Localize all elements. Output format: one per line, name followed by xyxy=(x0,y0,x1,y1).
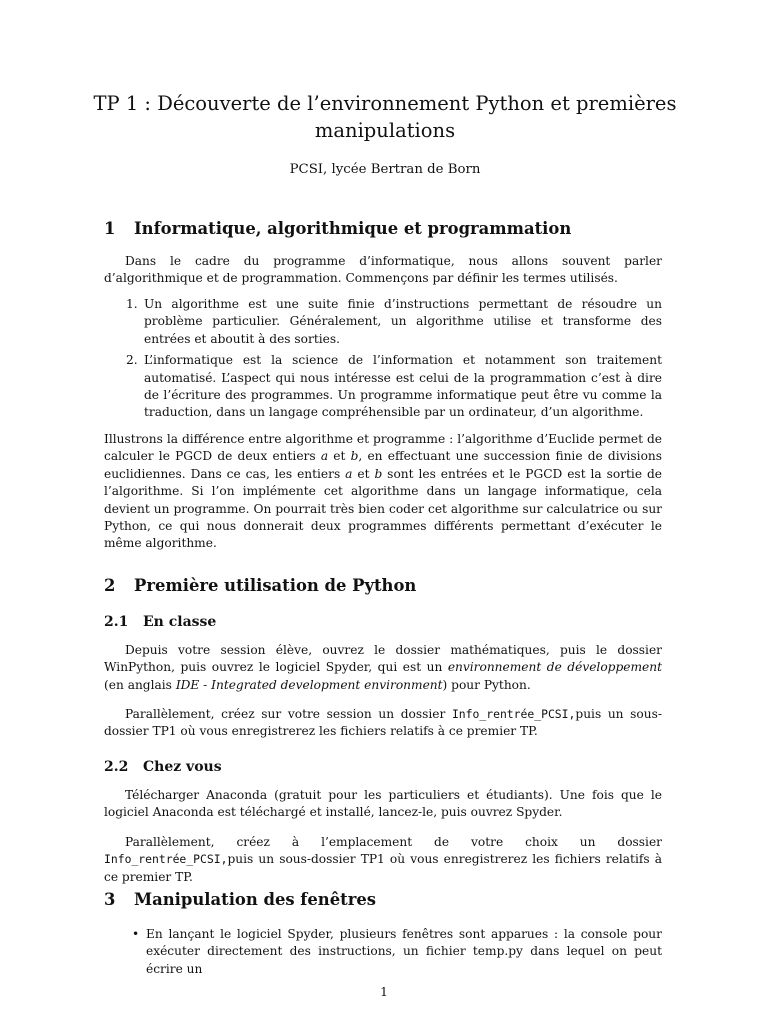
subsection-number: 2.2 xyxy=(104,759,129,775)
euclid-paragraph xyxy=(104,431,662,553)
text-run: et xyxy=(328,449,351,464)
section-number: 1 xyxy=(104,219,116,238)
section-title: Informatique, algorithmique et programmation xyxy=(134,219,572,238)
text-run: sont les entrées et le PGCD est la sortie de l’algorithme. Si l’on implémente cet algorithme dans un langage informatique, cela devient un programme. On pourrait très bien coder cet algorithme sur calculatrice ou sur Python, ce qui nous donnerait deux programmes différents permettant d’exécuter le même algorithme. xyxy=(104,466,662,551)
subsection-2-2-heading xyxy=(104,759,662,775)
list-item xyxy=(104,296,662,348)
list-item-text: L’informatique est la science de l’information et notamment son traitement automatisé. L’aspect qui nous intéresse est celui de la programmation c’est à dire de l’écriture des programmes. Un programme informatique peut être vu comme la traduction, dans un langage compréhensible par un ordinateur, d’un algorithme. xyxy=(144,353,662,420)
emphasis: environnement de développement xyxy=(447,660,662,675)
section-2-heading xyxy=(104,576,662,595)
section-1-heading xyxy=(104,219,662,238)
text-run: (en anglais xyxy=(104,677,176,692)
page-number: 1 xyxy=(380,985,388,999)
list-marker: 1. xyxy=(126,297,138,311)
subsection-title: Chez vous xyxy=(143,759,222,775)
text-run: puis un sous-dossier TP1 où vous enregistrerez les fichiers relatifs à ce premier TP. xyxy=(104,707,662,739)
anaconda-paragraph: Télécharger Anaconda (gratuit pour les particuliers et étudiants). Une fois que le logiciel Anaconda est téléchargé et installé, lancez-le, puis ouvrez Spyder. xyxy=(104,788,662,820)
list-item xyxy=(104,352,662,422)
spyder-paragraph xyxy=(104,642,662,694)
emphasis: IDE - Integrated development environment xyxy=(175,677,443,692)
text-run: et xyxy=(352,466,375,481)
list-marker: 2. xyxy=(126,353,138,368)
document-title: TP 1 : Découverte de l’environnement Python et premières manipulations xyxy=(93,92,677,142)
text-run: Depuis votre session élève, ouvrez le dossier mathématiques, puis le dossier WinPython, puis ouvrez le logiciel Spyder, qui est un xyxy=(104,643,662,675)
folder-paragraph-class xyxy=(104,706,662,741)
text-run: puis un sous-dossier TP1 où vous enregistrerez les fichiers relatifs à ce premier TP. xyxy=(104,852,662,884)
section-number: 2 xyxy=(104,576,116,595)
folder-name-code: Info_rentrée_PCSI, xyxy=(451,707,576,721)
list-item-text: En lançant le logiciel Spyder, plusieurs fenêtres sont apparues : la console pour exécuter directement des instructions, un fichier temp.py dans lequel on peut écrire un xyxy=(146,927,662,976)
list-item xyxy=(104,926,662,978)
subsection-title: En classe xyxy=(143,614,217,630)
variable-a: a xyxy=(320,449,329,464)
section-1-intro: Dans le cadre du programme d’informatique, nous allons souvent parler d’algorithmique et de programmation. Commençons par définir les termes utilisés. xyxy=(104,254,662,286)
section-3-heading xyxy=(104,890,662,909)
variable-b: b xyxy=(350,449,359,464)
subsection-2-1-heading xyxy=(104,614,662,630)
text-run: Illustrons la différence entre algorithme et programme : l’algorithme d’Euclide permet de calculer le PGCD de deux entiers xyxy=(104,432,662,464)
text-run: , en effectuant une succession finie de divisions euclidiennes. Dans ce cas, les entiers xyxy=(104,449,663,481)
subsection-number: 2.1 xyxy=(104,614,129,630)
variable-a: a xyxy=(345,466,353,481)
folder-name-code: Info_rentrée_PCSI, xyxy=(104,852,228,867)
section-title: Première utilisation de Python xyxy=(134,576,417,595)
folder-paragraph-home xyxy=(104,834,662,886)
variable-b: b xyxy=(374,466,383,481)
definitions-list xyxy=(104,296,662,426)
document-subtitle: PCSI, lycée Bertran de Born xyxy=(289,162,481,177)
bullet-marker: • xyxy=(132,927,140,941)
windows-list xyxy=(104,926,662,978)
text-run: Parallèlement, créez sur votre session un dossier xyxy=(125,707,452,721)
text-run: Parallèlement, créez à l’emplacement de votre choix un dossier xyxy=(125,835,662,849)
list-item-text: Un algorithme est une suite finie d’instructions permettant de résoudre un problème particulier. Généralement, un algorithme utilise et transforme des entrées et aboutit à des sorties. xyxy=(144,297,662,346)
text-run: ) pour Python. xyxy=(442,677,531,692)
section-title: Manipulation des fenêtres xyxy=(134,890,376,909)
section-number: 3 xyxy=(104,890,116,909)
